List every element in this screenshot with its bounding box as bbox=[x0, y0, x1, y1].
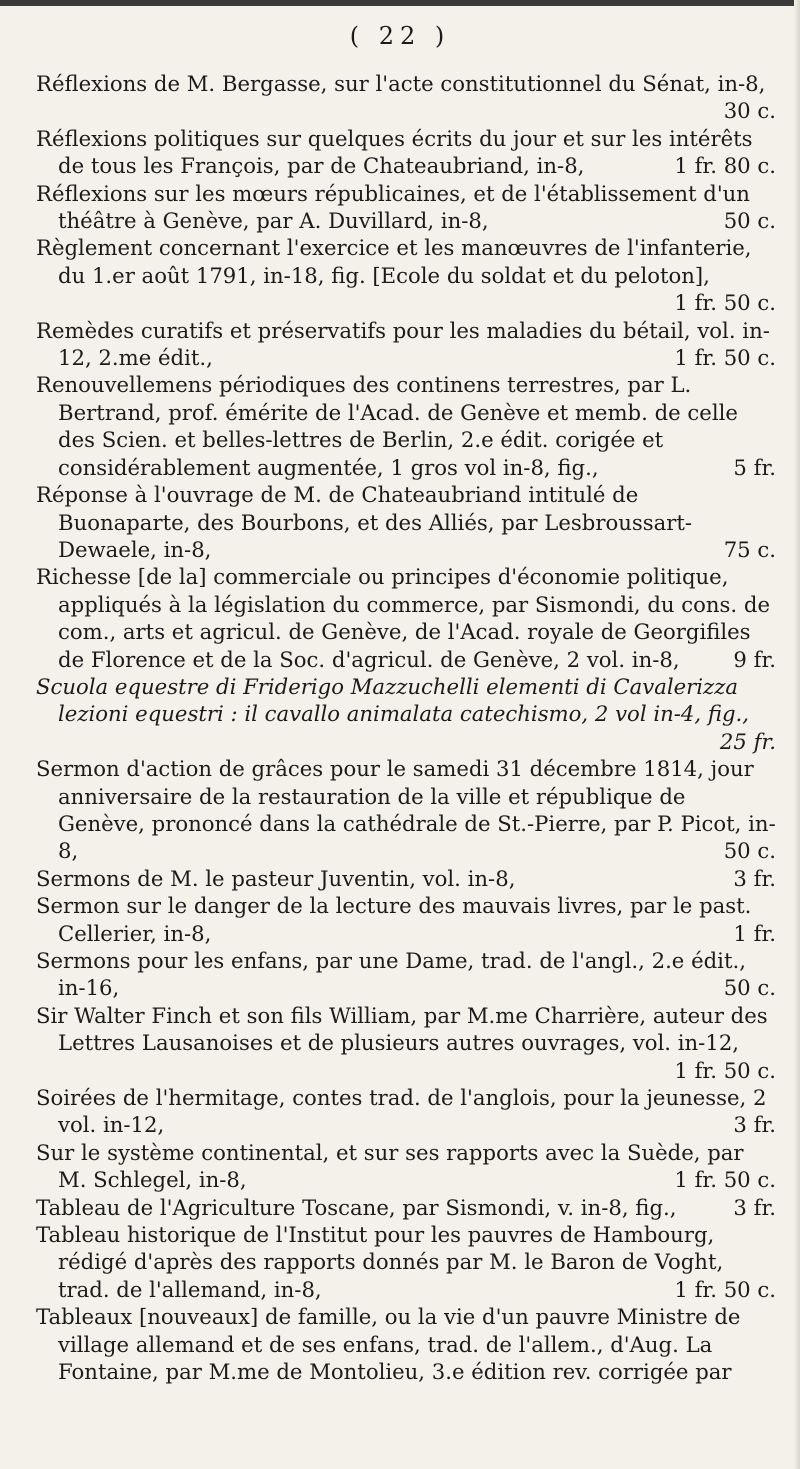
catalog-entry: Règlement concernant l'exercice et les manœuvres de l'infanterie, du 1.er août 1791, in-18, fig. [Ecole du soldat et du peloton], 1 fr. 50 c. bbox=[36, 235, 776, 316]
catalog-entry: Sermons pour les enfans, par une Dame, trad. de l'angl., 2.e édit., in-16, 50 c. bbox=[36, 948, 776, 1001]
page-number: ( 22 ) bbox=[349, 22, 451, 50]
catalog-entry: Tableau de l'Agriculture Toscane, par Sismondi, v. in-8, fig., 3 fr. bbox=[36, 1194, 776, 1220]
catalog-entry: Réflexions sur les mœurs républicaines, et de l'établissement d'un théâtre à Genève, par A. Duvillard, in-8, 50 c. bbox=[36, 180, 776, 234]
catalog-entry: Tableaux [nouveaux] de famille, ou la vie d'un pauvre Ministre de village allemand et de ses enfans, trad. de l'allem., d'Aug. La Fontaine, par M.me de Montolieu, 3.e édition rev. corrigée par bbox=[36, 1304, 741, 1385]
catalog-entry: Sermon sur le danger de la lecture des mauvais livres, par le past. Cellerier, in-8, 1 fr. bbox=[36, 893, 776, 946]
catalog-entry: Sermons de M. le pasteur Juventin, vol. in-8, 3 fr. bbox=[36, 865, 776, 891]
catalog-entry: Sur le système continental, et sur ses rapports avec la Suède, par M. Schlegel, in-8, 1 fr. 50 c. bbox=[36, 1139, 776, 1193]
catalog-entries bbox=[36, 70, 776, 1386]
catalog-entry: Remèdes curatifs et préservatifs pour les maladies du bétail, vol. in-12, 2.me édit., 1 fr. 50 c. bbox=[36, 317, 776, 371]
catalog-entry: Sermon d'action de grâces pour le samedi 31 décembre 1814, jour anniversaire de la restauration de la ville et république de Genève, prononcé dans la cathédrale de St.-Pierre, par P. Picot, in-8, 50 c. bbox=[36, 756, 776, 864]
catalog-entry: Renouvellemens périodiques des continens terrestres, par L. Bertrand, prof. émérite de l'Acad. de Genève et memb. de celle des Scien. et belles-lettres de Berlin, 2.e édit. corigée et considérablement augmentée, 1 gros vol in-8, fig., 5 fr. bbox=[36, 372, 776, 480]
catalog-entry: Réponse à l'ouvrage de M. de Chateaubriand intitulé de Buonaparte, des Bourbons, et des Alliés, par Lesbroussart-Dewaele, in-8, 75 c. bbox=[36, 482, 776, 562]
catalog-entry: Richesse [de la] commerciale ou principes d'économie politique, appliqués à la législation du commerce, par Sismondi, du cons. de com., arts et agricul. de Genève, de l'Acad. royale de Georgifiles de Florence et de la Soc. d'agricul. de Genève, 2 vol. in-8, 9 fr. bbox=[36, 564, 776, 672]
catalog-entry: Réflexions de M. Bergasse, sur l'acte constitutionnel du Sénat, in-8, 30 c. bbox=[36, 71, 776, 124]
catalog-entry: Tableau historique de l'Institut pour les pauvres de Hambourg, rédigé d'après des rapports donnés par M. le Baron de Voght, trad. de l'allemand, in-8, 1 fr. 50 c. bbox=[36, 1222, 776, 1302]
page-top-border bbox=[0, 0, 800, 6]
page-edge-shadow bbox=[794, 0, 800, 1469]
catalog-entry: Scuola equestre di Friderigo Mazzuchelli elementi di Cavalerizza lezioni equestri : il cavallo animalata catechismo, 2 vol in-4, fig., 25 fr. bbox=[36, 673, 776, 754]
catalog-entry: Réflexions politiques sur quelques écrits du jour et sur les intérêts de tous les François, par de Chateaubriand, in-8, 1 fr. 80 c. bbox=[36, 125, 776, 179]
catalog-entry: Sir Walter Finch et son fils William, par M.me Charrière, auteur des Lettres Lausanoises et de plusieurs autres ouvrages, vol. in-12, 1 fr. 50 c. bbox=[36, 1002, 776, 1083]
catalog-entry: Soirées de l'hermitage, contes trad. de l'anglois, pour la jeunesse, 2 vol. in-12, 3 fr. bbox=[36, 1085, 776, 1138]
